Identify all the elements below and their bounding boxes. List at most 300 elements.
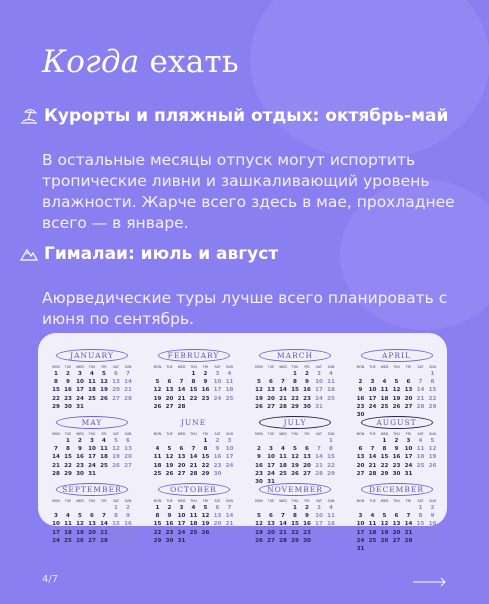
- day-cell: 23: [76, 462, 84, 469]
- day-cell: 2: [66, 371, 70, 377]
- day-cell: 5: [257, 379, 261, 386]
- day-cell: 10: [213, 379, 222, 386]
- day-cell: 23: [255, 470, 263, 477]
- day-cell: 7: [227, 505, 232, 511]
- day-cell: 26: [380, 537, 389, 544]
- day-cell: 25: [153, 470, 162, 477]
- day-cell: 17: [52, 529, 60, 536]
- weekday-label: SAT: [417, 499, 424, 503]
- day-cell: 31: [356, 545, 365, 552]
- day-cell: 19: [380, 529, 389, 536]
- day-cell: 6: [305, 446, 309, 453]
- day-cell: 22: [428, 395, 437, 402]
- weekday-row: [152, 365, 236, 369]
- weekday-label: MON: [356, 432, 365, 436]
- day-cell: 21: [189, 462, 198, 469]
- day-cell: 17: [225, 454, 234, 461]
- weekday-label: TUE: [166, 499, 173, 503]
- weekday-label: SUN: [226, 432, 233, 436]
- weekday-label: MON: [52, 432, 60, 436]
- weekday-row: [253, 499, 337, 503]
- day-cell: 19: [112, 454, 120, 461]
- day-cell: 17: [177, 521, 186, 528]
- day-cell: 31: [88, 470, 96, 477]
- section-heading-text: Гималаи: июль и август: [44, 244, 279, 264]
- weekday-label: FRI: [101, 499, 107, 503]
- weekday-label: TUE: [166, 432, 173, 436]
- day-cell: 16: [76, 454, 84, 461]
- empty-cell: [313, 438, 325, 444]
- day-cell: 10: [356, 521, 365, 528]
- weekday-label: THU: [393, 499, 400, 503]
- day-cell: 30: [303, 403, 311, 410]
- day-cell: 10: [315, 513, 323, 520]
- day-cell: 21: [315, 462, 323, 469]
- day-cell: 22: [64, 462, 72, 469]
- day-cell: 26: [255, 537, 263, 544]
- day-cell: 18: [64, 529, 72, 536]
- day-cell: 24: [177, 529, 186, 536]
- day-cell: 8: [382, 446, 387, 453]
- day-cell: 8: [66, 446, 70, 453]
- day-cell: 7: [281, 513, 285, 520]
- day-cell: 31: [267, 478, 275, 485]
- day-cell: 3: [358, 513, 363, 520]
- day-cell: 17: [368, 395, 377, 402]
- day-cell: 3: [406, 438, 411, 444]
- day-cell: 21: [225, 521, 234, 528]
- day-cell: 28: [368, 470, 377, 477]
- day-cell: 25: [368, 537, 377, 544]
- day-cell: 22: [416, 529, 425, 536]
- weekday-row: [253, 432, 337, 436]
- day-cell: 14: [279, 521, 287, 528]
- empty-cell: [62, 505, 74, 511]
- month-label: JANUARY: [70, 351, 114, 360]
- day-cell: 27: [303, 470, 311, 477]
- day-cell: 3: [54, 513, 58, 520]
- day-cell: 1: [430, 371, 435, 377]
- day-cell: 1: [382, 438, 387, 444]
- day-cell: 2: [167, 505, 172, 511]
- day-cell: 8: [191, 379, 196, 386]
- day-cell: 12: [112, 446, 120, 453]
- month-december: [355, 483, 439, 552]
- days-grid: [355, 371, 439, 418]
- empty-cell: [164, 371, 176, 377]
- month-name: [152, 349, 236, 362]
- weekday-label: MON: [255, 432, 263, 436]
- day-cell: 14: [189, 454, 198, 461]
- day-cell: 24: [213, 395, 222, 402]
- month-label: AUGUST: [376, 418, 417, 427]
- weekday-label: THU: [88, 365, 96, 369]
- day-cell: 25: [225, 395, 234, 402]
- weekday-label: WED: [380, 432, 389, 436]
- weekday-label: FRI: [406, 499, 411, 503]
- weekday-label: FRI: [203, 365, 208, 369]
- month-name: [253, 483, 337, 496]
- weekday-label: SUN: [124, 499, 132, 503]
- day-cell: 11: [368, 521, 377, 528]
- day-cell: 18: [380, 395, 389, 402]
- arrow-right-icon[interactable]: [413, 577, 447, 587]
- day-cell: 27: [165, 403, 174, 410]
- day-cell: 31: [404, 470, 413, 477]
- day-cell: 11: [327, 379, 335, 386]
- weekday-label: SAT: [113, 365, 119, 369]
- day-cell: 24: [76, 395, 84, 402]
- day-cell: 6: [394, 513, 399, 520]
- weekday-label: TUE: [267, 499, 275, 503]
- day-cell: 24: [315, 529, 323, 536]
- day-cell: 25: [279, 470, 287, 477]
- month-name: [50, 483, 134, 496]
- weekday-label: FRI: [406, 365, 411, 369]
- day-cell: 2: [78, 438, 82, 444]
- day-cell: 4: [329, 505, 333, 511]
- day-cell: 2: [305, 505, 309, 511]
- day-cell: 17: [88, 454, 96, 461]
- day-cell: 29: [112, 537, 120, 544]
- month-name: [355, 349, 439, 362]
- weekday-label: MON: [255, 365, 263, 369]
- day-cell: 10: [88, 446, 96, 453]
- day-cell: 10: [52, 521, 60, 528]
- day-cell: 27: [392, 537, 401, 544]
- day-cell: 17: [315, 387, 323, 394]
- day-cell: 18: [88, 387, 96, 394]
- day-cell: 13: [112, 379, 120, 386]
- month-name: [152, 416, 236, 429]
- day-cell: 12: [428, 446, 437, 453]
- day-cell: 12: [392, 387, 401, 394]
- day-cell: 27: [124, 462, 132, 469]
- weekday-label: SUN: [327, 499, 335, 503]
- weekday-label: SAT: [417, 365, 424, 369]
- day-cell: 16: [356, 395, 365, 402]
- day-cell: 7: [179, 379, 184, 386]
- day-cell: 18: [416, 454, 425, 461]
- day-cell: 5: [257, 513, 261, 520]
- empty-cell: [152, 438, 164, 444]
- day-cell: 2: [126, 505, 130, 511]
- weekday-label: WED: [76, 432, 84, 436]
- day-cell: 29: [416, 537, 425, 544]
- weekday-label: WED: [76, 365, 84, 369]
- weekday-label: SUN: [327, 365, 335, 369]
- day-cell: 18: [189, 521, 198, 528]
- weekday-label: SUN: [226, 365, 233, 369]
- day-cell: 28: [52, 470, 60, 477]
- day-cell: 7: [418, 379, 423, 386]
- month-november: [253, 483, 337, 544]
- day-cell: 1: [191, 371, 196, 377]
- weekday-label: THU: [190, 432, 197, 436]
- day-cell: 10: [225, 446, 234, 453]
- title-italic: Когда: [42, 44, 140, 80]
- day-cell: 20: [112, 387, 120, 394]
- day-cell: 10: [267, 454, 275, 461]
- month-label: NOVEMBER: [267, 485, 323, 494]
- day-cell: 21: [52, 462, 60, 469]
- beach-icon: [20, 108, 38, 124]
- day-cell: 12: [291, 454, 299, 461]
- day-cell: 5: [382, 513, 387, 520]
- day-cell: 13: [303, 454, 311, 461]
- weekday-row: [152, 499, 236, 503]
- day-cell: 26: [201, 529, 210, 536]
- day-cell: 28: [279, 537, 287, 544]
- month-january: [50, 349, 134, 410]
- day-cell: 12: [380, 521, 389, 528]
- day-cell: 25: [189, 529, 198, 536]
- day-cell: 6: [90, 513, 94, 520]
- empty-cell: [265, 371, 277, 377]
- day-cell: 2: [430, 505, 435, 511]
- month-label: MARCH: [276, 351, 314, 360]
- day-cell: 30: [303, 537, 311, 544]
- day-cell: 22: [52, 395, 60, 402]
- day-cell: 23: [428, 529, 437, 536]
- day-cell: 2: [358, 379, 363, 386]
- empty-cell: [74, 505, 86, 511]
- day-cell: 11: [100, 446, 108, 453]
- day-cell: 24: [356, 537, 365, 544]
- day-cell: 27: [112, 395, 120, 402]
- day-cell: 18: [225, 387, 234, 394]
- weekday-label: SUN: [429, 499, 436, 503]
- day-cell: 17: [404, 454, 413, 461]
- day-cell: 2: [203, 371, 208, 377]
- day-cell: 29: [64, 470, 72, 477]
- day-cell: 20: [213, 521, 222, 528]
- day-cell: 8: [54, 379, 58, 386]
- day-cell: 9: [430, 513, 435, 520]
- day-cell: 19: [100, 387, 108, 394]
- days-grid: [355, 438, 439, 477]
- day-cell: 24: [225, 462, 234, 469]
- day-cell: 23: [64, 395, 72, 402]
- day-cell: 28: [404, 537, 413, 544]
- days-grid: [152, 505, 236, 544]
- day-cell: 18: [100, 454, 108, 461]
- day-cell: 16: [303, 521, 311, 528]
- month-name: [355, 416, 439, 429]
- day-cell: 11: [416, 446, 425, 453]
- day-cell: 15: [416, 521, 425, 528]
- month-february: [152, 349, 236, 410]
- day-cell: 9: [203, 379, 208, 386]
- day-cell: 8: [114, 513, 118, 520]
- empty-cell: [355, 371, 367, 377]
- day-cell: 14: [368, 454, 377, 461]
- day-cell: 12: [201, 513, 210, 520]
- day-cell: 16: [428, 521, 437, 528]
- day-cell: 11: [380, 387, 389, 394]
- day-cell: 16: [392, 454, 401, 461]
- empty-cell: [391, 371, 403, 377]
- weekday-label: SUN: [124, 365, 132, 369]
- empty-cell: [289, 438, 301, 444]
- weekday-label: THU: [190, 365, 197, 369]
- day-cell: 7: [126, 371, 130, 377]
- day-cell: 10: [76, 379, 84, 386]
- day-cell: 5: [114, 438, 118, 444]
- day-cell: 2: [215, 438, 220, 444]
- day-cell: 19: [392, 395, 401, 402]
- day-cell: 21: [404, 529, 413, 536]
- day-cell: 10: [368, 387, 377, 394]
- day-cell: 12: [165, 454, 174, 461]
- day-cell: 3: [227, 438, 232, 444]
- day-cell: 11: [279, 454, 287, 461]
- day-cell: 4: [102, 438, 106, 444]
- day-cell: 30: [124, 537, 132, 544]
- day-cell: 21: [124, 387, 132, 394]
- day-cell: 27: [213, 529, 222, 536]
- day-cell: 22: [291, 395, 299, 402]
- empty-cell: [277, 371, 289, 377]
- day-cell: 13: [404, 387, 413, 394]
- day-cell: 26: [165, 470, 174, 477]
- empty-cell: [367, 371, 379, 377]
- weekday-label: MON: [153, 365, 162, 369]
- weekday-label: WED: [76, 499, 84, 503]
- day-cell: 13: [356, 454, 365, 461]
- weekday-label: SUN: [124, 432, 132, 436]
- weekday-label: SAT: [214, 365, 221, 369]
- empty-cell: [176, 438, 188, 444]
- day-cell: 22: [112, 529, 120, 536]
- day-cell: 19: [255, 395, 263, 402]
- day-cell: 16: [255, 462, 263, 469]
- day-cell: 1: [293, 371, 297, 377]
- day-cell: 30: [165, 537, 174, 544]
- day-cell: 16: [213, 454, 222, 461]
- weekday-label: FRI: [203, 499, 208, 503]
- weekday-label: THU: [190, 499, 197, 503]
- day-cell: 9: [305, 513, 309, 520]
- weekday-row: [50, 365, 134, 369]
- day-cell: 27: [267, 403, 275, 410]
- day-cell: 24: [315, 395, 323, 402]
- day-cell: 13: [165, 387, 174, 394]
- day-cell: 31: [177, 537, 186, 544]
- day-cell: 15: [380, 454, 389, 461]
- day-cell: 14: [177, 387, 186, 394]
- day-cell: 2: [257, 446, 261, 453]
- weekday-label: WED: [279, 432, 287, 436]
- day-cell: 26: [112, 462, 120, 469]
- day-cell: 21: [177, 395, 186, 402]
- weekday-label: MON: [52, 365, 60, 369]
- day-cell: 24: [368, 403, 377, 410]
- weekday-label: TUE: [369, 499, 376, 503]
- day-cell: 22: [291, 529, 299, 536]
- day-cell: 1: [155, 505, 160, 511]
- day-cell: 1: [203, 438, 208, 444]
- day-cell: 12: [255, 387, 263, 394]
- month-label: SEPTEMBER: [62, 485, 122, 494]
- day-cell: 1: [329, 438, 333, 444]
- day-cell: 5: [167, 446, 172, 453]
- day-cell: 3: [90, 438, 94, 444]
- day-cell: 22: [327, 462, 335, 469]
- empty-cell: [379, 371, 391, 377]
- day-cell: 15: [291, 387, 299, 394]
- days-grid: [50, 438, 134, 477]
- weekday-label: WED: [279, 365, 287, 369]
- day-cell: 21: [416, 395, 425, 402]
- day-cell: 5: [293, 446, 297, 453]
- day-cell: 23: [392, 462, 401, 469]
- day-cell: 13: [392, 521, 401, 528]
- weekday-row: [355, 432, 439, 436]
- weekday-label: THU: [88, 499, 96, 503]
- day-cell: 6: [269, 379, 273, 386]
- calendar-card: [38, 333, 447, 552]
- weekday-label: WED: [177, 365, 186, 369]
- days-grid: [355, 505, 439, 552]
- weekday-label: SUN: [429, 365, 436, 369]
- weekday-label: SUN: [429, 432, 436, 436]
- day-cell: 21: [100, 529, 108, 536]
- day-cell: 3: [317, 371, 321, 377]
- day-cell: 19: [428, 454, 437, 461]
- weekday-label: MON: [52, 499, 60, 503]
- day-cell: 14: [100, 521, 108, 528]
- weekday-label: TUE: [166, 365, 173, 369]
- weekday-label: THU: [291, 499, 299, 503]
- day-cell: 12: [255, 521, 263, 528]
- day-cell: 16: [64, 387, 72, 394]
- weekday-label: WED: [177, 499, 186, 503]
- day-cell: 20: [392, 529, 401, 536]
- day-cell: 15: [428, 387, 437, 394]
- day-cell: 17: [213, 387, 222, 394]
- weekday-label: FRI: [101, 432, 107, 436]
- day-cell: 12: [76, 521, 84, 528]
- day-cell: 23: [356, 403, 365, 410]
- day-cell: 20: [404, 395, 413, 402]
- weekday-label: WED: [380, 365, 389, 369]
- day-cell: 18: [279, 462, 287, 469]
- day-cell: 3: [179, 505, 184, 511]
- weekday-row: [50, 432, 134, 436]
- day-cell: 16: [124, 521, 132, 528]
- day-cell: 25: [100, 462, 108, 469]
- empty-cell: [164, 438, 176, 444]
- day-cell: 28: [189, 470, 198, 477]
- day-cell: 23: [303, 529, 311, 536]
- day-cell: 13: [267, 387, 275, 394]
- day-cell: 26: [291, 470, 299, 477]
- day-cell: 11: [64, 521, 72, 528]
- day-cell: 15: [291, 521, 299, 528]
- day-cell: 19: [291, 462, 299, 469]
- day-cell: 15: [52, 387, 60, 394]
- day-cell: 23: [165, 529, 174, 536]
- empty-cell: [188, 438, 200, 444]
- month-july: [253, 416, 337, 485]
- day-cell: 10: [315, 379, 323, 386]
- weekday-label: THU: [393, 432, 400, 436]
- day-cell: 11: [189, 513, 198, 520]
- day-cell: 28: [416, 403, 425, 410]
- day-cell: 17: [356, 529, 365, 536]
- days-grid: [253, 505, 337, 544]
